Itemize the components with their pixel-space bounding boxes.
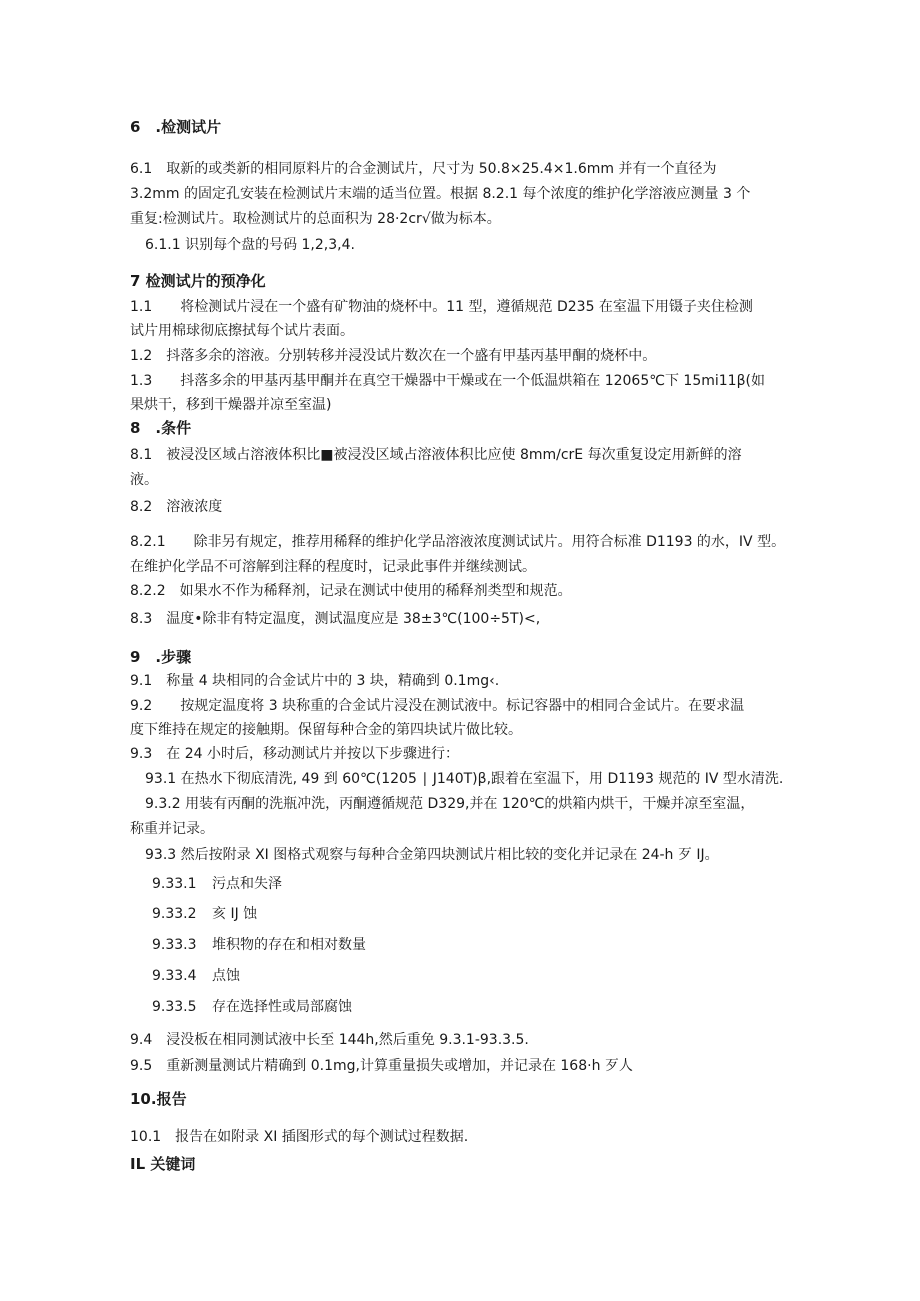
paragraph-6-1-cont2: 重复:检测试片。取检测试片的总面积为 28·2cr√做为标本。 bbox=[130, 211, 501, 227]
paragraph-9-4: 9.4 浸没板在相同测试液中长至 144h,然后重免 9.3.1-93.3.5. bbox=[130, 1032, 529, 1048]
paragraph-6-1-cont: 3.2mm 的固定孔安装在检测试片末端的适当位置。根据 8.2.1 每个浓度的维护化学溶液应测量 3 个 bbox=[130, 186, 751, 202]
paragraph-6-1-1: 6.1.1 识别每个盘的号码 1,2,3,4. bbox=[145, 237, 355, 253]
paragraph-9-3-3: 93.3 然后按附录 XI 图格式观察与每种合金第四块测试片相比较的变化并记录在 24-h 歹 IJ。 bbox=[145, 847, 719, 863]
paragraph-9-5: 9.5 重新测量测试片精确到 0.1mg,计算重量损失或增加，并记录在 168·h 歹人 bbox=[130, 1058, 633, 1074]
paragraph-8-2: 8.2 溶液浓度 bbox=[130, 499, 223, 515]
section-9-heading: 9 .步骤 bbox=[130, 648, 192, 666]
paragraph-6-1: 6.1 取新的或类新的相同原料片的合金测试片，尺寸为 50.8×25.4×1.6mm 并有一个直径为 bbox=[130, 161, 717, 177]
paragraph-8-3: 8.3 温度•除非有特定温度，测试温度应是 38±3℃(100÷5T)<, bbox=[130, 611, 541, 627]
paragraph-9-3-2-cont: 称重并记录。 bbox=[130, 821, 214, 837]
paragraph-7-1: 1.1 将检测试片浸在一个盛有矿物油的烧杯中。11 型，遵循规范 D235 在室温下用镊子夹住检测 bbox=[130, 299, 753, 315]
paragraph-7-2: 1.2 抖落多余的溶液。分别转移并浸没试片数次在一个盛有甲基丙基甲酮的烧杯中。 bbox=[130, 348, 657, 364]
sub-item-text: 堆积物的存在和相对数量 bbox=[212, 937, 366, 953]
sub-item-number: 9.33.2 bbox=[152, 906, 197, 922]
paragraph-10-1: 10.1 报告在如附录 XI 插图形式的每个测试过程数据. bbox=[130, 1129, 469, 1145]
sub-item-number: 9.33.5 bbox=[152, 999, 197, 1015]
paragraph-9-3-1: 93.1 在热水下彻底清洗, 49 到 60℃(1205 ∣ J140T)β,跟着在室温下，用 D1193 规范的 IV 型水清洗. bbox=[145, 771, 784, 787]
paragraph-8-1-cont: 液。 bbox=[130, 472, 158, 488]
sub-item-text: 污点和失泽 bbox=[212, 876, 282, 892]
sub-item-text: 存在选择性或局部腐蚀 bbox=[212, 999, 352, 1015]
paragraph-9-3-2: 9.3.2 用装有丙酮的洗瓶冲洗，丙酮遵循规范 D329,并在 120℃的烘箱内烘干，干燥并凉至室温， bbox=[145, 796, 755, 812]
paragraph-7-1-cont: 试片用棉球彻底擦拭每个试片表面。 bbox=[130, 323, 354, 339]
sub-item-number: 9.33.3 bbox=[152, 937, 197, 953]
paragraph-9-2: 9.2 按规定温度将 3 块称重的合金试片浸没在测试液中。标记容器中的相同合金试片。在要求温 bbox=[130, 698, 745, 714]
sub-item-number: 9.33.4 bbox=[152, 968, 197, 984]
paragraph-8-1: 8.1 被浸没区域占溶液体积比■被浸没区域占溶液体积比应使 8mm∕crE 每次重复设定用新鲜的溶 bbox=[130, 447, 742, 463]
paragraph-9-3: 9.3 在 24 小时后，移动测试片并按以下步骤进行： bbox=[130, 746, 459, 762]
section-8-heading: 8 .条件 bbox=[130, 419, 192, 437]
paragraph-8-2-2: 8.2.2 如果水不作为稀释剂，记录在测试中使用的稀释剂类型和规范。 bbox=[130, 583, 572, 599]
paragraph-9-2-cont: 度下维持在规定的接触期。保留每种合金的第四块试片做比较。 bbox=[130, 722, 522, 738]
paragraph-9-1: 9.1 称量 4 块相同的合金试片中的 3 块，精确到 0.1mg‹. bbox=[130, 673, 500, 689]
paragraph-8-2-1-cont: 在维护化学品不可溶解到注释的程度时，记录此事件并继续测试。 bbox=[130, 559, 536, 575]
section-11-heading: IL 关键词 bbox=[130, 1155, 196, 1173]
section-10-heading: 10.报告 bbox=[130, 1090, 187, 1108]
section-7-heading: 7 检测试片的预净化 bbox=[130, 272, 266, 290]
sub-item-text: 点蚀 bbox=[212, 968, 240, 984]
paragraph-7-3: 1.3 抖落多余的甲基丙基甲酮并在真空干燥器中干燥或在一个低温烘箱在 12065℃下 15mi11β(如 bbox=[130, 373, 765, 389]
paragraph-7-3-cont: 果烘干，移到干燥器并凉至室温) bbox=[130, 397, 332, 413]
section-6-heading: 6 .检测试片 bbox=[130, 118, 222, 136]
sub-item-number: 9.33.1 bbox=[152, 876, 197, 892]
paragraph-8-2-1: 8.2.1 除非另有规定，推荐用稀释的维护化学品溶液浓度测试试片。用符合标准 D1193 的水，IV 型。 bbox=[130, 534, 786, 550]
sub-item-text: 亥 IJ 蚀 bbox=[212, 906, 258, 922]
